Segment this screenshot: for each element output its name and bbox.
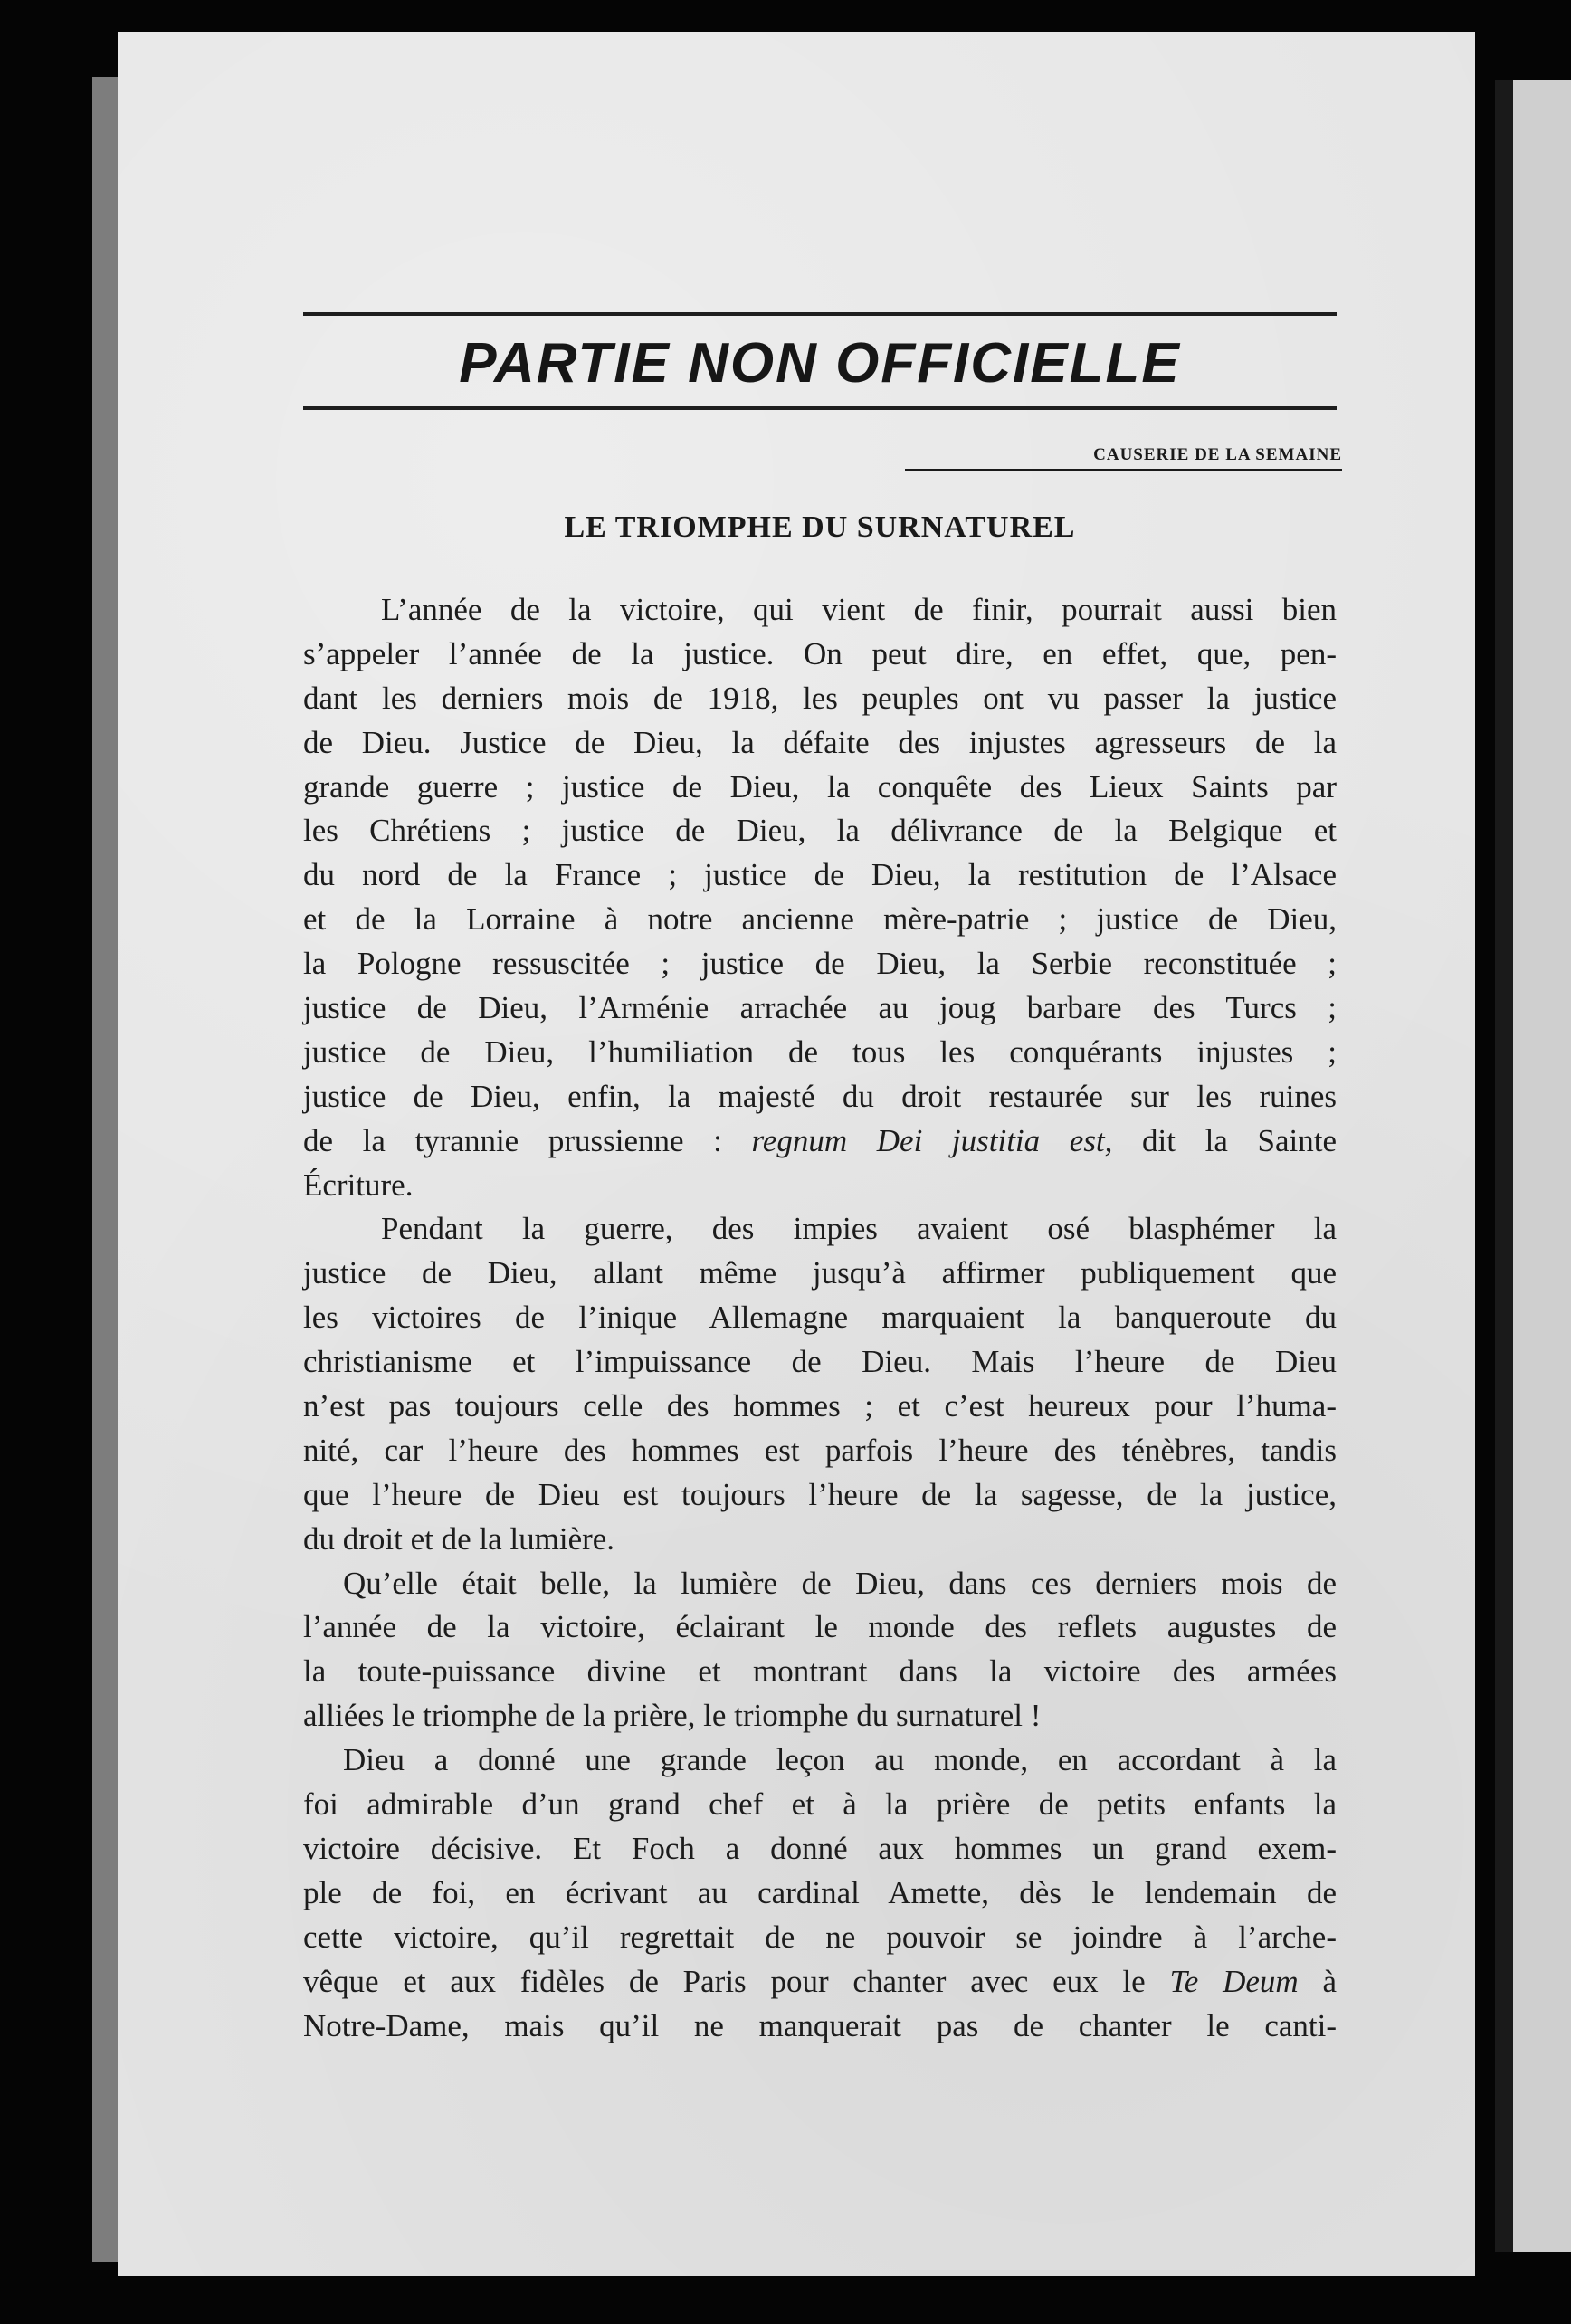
text-line: christianisme et l’impuissance de Dieu. Mais l’heure de Dieu (303, 1344, 1337, 1380)
text-line: victoire décisive. Et Foch a donné aux hommes un grand exem- (303, 1830, 1337, 1866)
text-line: Pendant la guerre, des impies avaient osé blasphémer la (381, 1211, 1337, 1247)
text-segment: dit la Sainte (1142, 1122, 1337, 1158)
text-line: cette victoire, qu’il regrettait de ne pouvoir se joindre à l’arche- (303, 1919, 1337, 1955)
text-line: du droit et de la lumière. (303, 1520, 615, 1557)
text-line: justice de Dieu, l’Arménie arrachée au joug barbare des Turcs ; (303, 990, 1337, 1026)
text-line: les Chrétiens ; justice de Dieu, la délivrance de la Belgique et (303, 813, 1337, 849)
text-line: les victoires de l’inique Allemagne marquaient la banqueroute du (303, 1300, 1337, 1336)
te-deum: Te Deum (1169, 1963, 1299, 1999)
header-rule-top (303, 312, 1337, 316)
text-line: Qu’elle était belle, la lumière de Dieu, dans ces derniers mois de (343, 1565, 1337, 1601)
text-line: nité, car l’heure des hommes est parfois l’heure des ténèbres, tandis (303, 1432, 1337, 1468)
text-line: de Dieu. Justice de Dieu, la défaite des injustes agresseurs de la (303, 724, 1337, 760)
latin-quote: regnum Dei justitia est, (751, 1122, 1113, 1158)
text-line: alliées le triomphe de la prière, le triomphe du surnaturel ! (303, 1698, 1042, 1734)
section-title: PARTIE NON OFFICIELLE (459, 332, 1181, 395)
text-line: la Pologne ressuscitée ; justice de Dieu, la Serbie reconstituée ; (303, 946, 1337, 982)
next-page-edge (1513, 80, 1571, 2252)
text-segment: vêque et aux fidèles de Paris pour chanter avec eux le (303, 1963, 1146, 1999)
text-line: s’appeler l’année de la justice. On peut dire, en effet, que, pen- (303, 635, 1337, 671)
next-page-shadow (1495, 80, 1515, 2252)
text-line: Écriture. (303, 1167, 414, 1203)
text-line: du nord de la France ; justice de Dieu, la restitution de l’Alsace (303, 857, 1337, 893)
text-line: justice de Dieu, allant même jusqu’à affirmer publiquement que (303, 1255, 1337, 1291)
text-line: justice de Dieu, l’humiliation de tous les conquérants injustes ; (303, 1033, 1337, 1070)
text-line: foi admirable d’un grand chef et à la prière de petits enfants la (303, 1786, 1337, 1823)
rubric-label: CAUSERIE DE LA SEMAINE (905, 442, 1342, 471)
text-line: et de la Lorraine à notre ancienne mère-patrie ; justice de Dieu, (303, 901, 1337, 938)
text-line: justice de Dieu, enfin, la majesté du droit restaurée sur les ruines (303, 1078, 1337, 1114)
text-line-with-quote (303, 1119, 1337, 1164)
text-line: que l’heure de Dieu est toujours l’heure de la sagesse, de la justice, (303, 1476, 1337, 1512)
text-line: dant les derniers mois de 1918, les peuples ont vu passer la justice (303, 680, 1337, 716)
text-line-with-te-deum (303, 1960, 1337, 2005)
text-line: l’année de la victoire, éclairant le monde des reflets augustes de (303, 1609, 1337, 1645)
text-segment: de la tyrannie prussienne : (303, 1122, 722, 1158)
article-title: LE TRIOMPHE DU SURNATUREL (564, 510, 1076, 544)
text-line: Dieu a donné une grande leçon au monde, en accordant à la (343, 1742, 1337, 1778)
text-line: la toute-puissance divine et montrant dans la victoire des armées (303, 1653, 1337, 1690)
text-line: n’est pas toujours celle des hommes ; et c’est heureux pour l’huma- (303, 1388, 1337, 1424)
text-line: L’année de la victoire, qui vient de finir, pourrait aussi bien (381, 592, 1337, 627)
text-segment: à (1322, 1963, 1337, 1999)
text-line: Notre-Dame, mais qu’il ne manquerait pas de chanter le canti- (303, 2007, 1337, 2043)
text-line: ple de foi, en écrivant au cardinal Amette, dès le lendemain de (303, 1874, 1337, 1910)
header-rule-bottom (303, 406, 1337, 410)
article-body (303, 588, 1337, 2048)
text-line: grande guerre ; justice de Dieu, la conquête des Lieux Saints par (303, 768, 1337, 805)
